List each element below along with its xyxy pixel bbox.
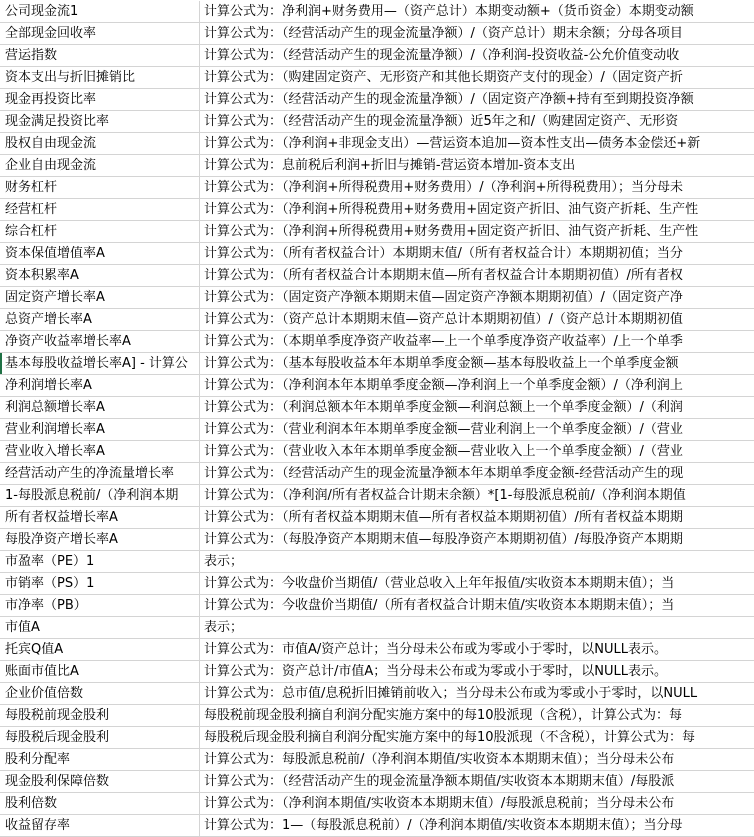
table-row: [0, 771, 754, 793]
indicator-name-cell[interactable]: 市销率（PS）1: [0, 573, 200, 594]
table-row: [0, 595, 754, 617]
formula-cell[interactable]: 计算公式为：（利润总额本年本期单季度金额—利润总额上一个单季度金额）/（利润: [204, 400, 683, 415]
indicator-name-cell[interactable]: 市盈率（PE）1: [0, 551, 200, 572]
indicator-name-cell[interactable]: 财务杠杆: [0, 177, 200, 198]
indicator-name-cell[interactable]: 经营杠杆: [0, 199, 200, 220]
formula-cell[interactable]: 计算公式为：（经营活动产生的现金流量净额）/（资产总计）期末余额；分母各项目: [204, 26, 683, 41]
active-cell-marker: [0, 353, 2, 374]
table-row: [0, 397, 754, 419]
table-row: [0, 551, 754, 573]
indicator-name-cell[interactable]: 总资产增长率A: [0, 309, 200, 330]
indicator-name-cell[interactable]: 每股税前现金股利: [0, 705, 200, 726]
formula-cell[interactable]: 计算公式为：净利润+财务费用—（资产总计）本期变动额+（货币资金）本期变动额: [204, 4, 694, 19]
indicator-name-cell[interactable]: 企业价值倍数: [0, 683, 200, 704]
table-row: [0, 111, 754, 133]
table-row: [0, 199, 754, 221]
formula-cell[interactable]: 计算公式为：（购建固定资产、无形资产和其他长期资产支付的现金）/（固定资产折: [204, 70, 683, 85]
indicator-name-cell[interactable]: 市净率（PB）: [0, 595, 200, 616]
formula-cell[interactable]: 计算公式为：（营业收入本年本期单季度金额—营业收入上一个单季度金额）/（营业: [204, 444, 683, 459]
formula-cell[interactable]: 计算公式为：总市值/息税折旧摊销前收入；当分母未公布或为零或小于零时，以NULL: [204, 686, 698, 701]
table-row: [0, 221, 754, 243]
formula-cell[interactable]: 计算公式为：（净利润+所得税费用+财务费用）/（净利润+所得税费用）；当分母未: [204, 180, 684, 195]
indicator-name-cell[interactable]: 每股净资产增长率A: [0, 529, 200, 550]
formula-cell[interactable]: 计算公式为：（每股净资产本期期末值—每股净资产本期期初值）/每股净资产本期期: [204, 532, 683, 547]
indicator-name-cell[interactable]: 全部现金回收率: [0, 23, 200, 44]
formula-cell[interactable]: 计算公式为：（所有者权益合计本期期末值—所有者权益合计本期期初值）/所有者权: [204, 268, 683, 283]
table-row: [0, 1, 754, 23]
formula-cell[interactable]: 计算公式为：（净利润/所有者权益合计期末余额）*[1-每股派息税前/（净利润本期值: [204, 488, 686, 503]
formula-cell[interactable]: 计算公式为：息前税后利润+折旧与摊销-营运资本增加-资本支出: [204, 158, 576, 173]
indicator-name-cell[interactable]: 1-每股派息税前/（净利润本期: [0, 485, 200, 506]
formula-cell[interactable]: 每股税后现金股利摘自利润分配实施方案中的每10股派现（不含税），计算公式为：每: [204, 730, 696, 745]
indicator-name-cell[interactable]: 账面市值比A: [0, 661, 200, 682]
table-row: [0, 67, 754, 89]
formula-cell[interactable]: 计算公式为：（营业利润本年本期单季度金额—营业利润上一个单季度金额）/（营业: [204, 422, 683, 437]
table-row: [0, 309, 754, 331]
table-row: [0, 573, 754, 595]
table-row: [0, 331, 754, 353]
formula-cell[interactable]: 计算公式为：（固定资产净额本期期末值—固定资产净额本期期初值）/（固定资产净: [204, 290, 683, 305]
indicator-name-cell[interactable]: 股利倍数: [0, 793, 200, 814]
indicator-name-cell[interactable]: 现金再投资比率: [0, 89, 200, 110]
formula-cell[interactable]: 计算公式为：（经营活动产生的现金流量净额）/（固定资产净额+持有至到期投资净额: [204, 92, 694, 107]
table-row: [0, 419, 754, 441]
table-row: [0, 749, 754, 771]
table-row: [0, 133, 754, 155]
indicator-name-cell[interactable]: 股利分配率: [0, 749, 200, 770]
formula-cell[interactable]: 计算公式为：1—（每股派息税前）/（净利润本期值/实收资本本期期末值）；当分母: [204, 818, 683, 833]
formula-cell[interactable]: 计算公式为：市值A/资产总计；当分母未公布或为零或小于零时，以NULL表示。: [204, 642, 667, 657]
indicator-name-cell[interactable]: 利润总额增长率A: [0, 397, 200, 418]
table-row: [0, 727, 754, 749]
table-row: [0, 617, 754, 639]
indicator-name-cell[interactable]: 现金股利保障倍数: [0, 771, 200, 792]
indicator-name-cell[interactable]: 资本积累率A: [0, 265, 200, 286]
indicator-name-cell[interactable]: 固定资产增长率A: [0, 287, 200, 308]
formula-cell[interactable]: 计算公式为：（经营活动产生的现金流量净额本年本期单季度金额-经营活动产生的现: [204, 466, 684, 481]
formula-cell[interactable]: 表示；: [204, 620, 244, 635]
table-row: [0, 441, 754, 463]
table-row: [0, 353, 754, 375]
indicator-name-cell[interactable]: 股权自由现金流: [0, 133, 200, 154]
indicator-name-cell[interactable]: 资本保值增值率A: [0, 243, 200, 264]
table-row: [0, 45, 754, 67]
indicator-name-cell[interactable]: 净资产收益率增长率A: [0, 331, 200, 352]
indicator-name-cell[interactable]: 营运指数: [0, 45, 200, 66]
formula-cell[interactable]: 计算公式为：资产总计/市值A；当分母未公布或为零或小于零时，以NULL表示。: [204, 664, 667, 679]
indicator-name-cell[interactable]: 经营活动产生的净流量增长率: [0, 463, 200, 484]
formula-cell[interactable]: 计算公式为：（本期单季度净资产收益率—上一个单季度净资产收益率）/上一个单季: [204, 334, 683, 349]
indicator-name-cell[interactable]: 现金满足投资比率: [0, 111, 200, 132]
table-row: [0, 23, 754, 45]
formula-cell[interactable]: 计算公式为：今收盘价当期值/（所有者权益合计期末值/实收资本本期期末值）；当: [204, 598, 675, 613]
table-row: [0, 89, 754, 111]
table-row: [0, 683, 754, 705]
formula-cell[interactable]: 计算公式为：（资产总计本期期末值—资产总计本期期初值）/（资产总计本期期初值: [204, 312, 683, 327]
formula-cell[interactable]: 计算公式为：（基本每股收益本年本期单季度金额—基本每股收益上一个单季度金额: [204, 356, 679, 371]
formula-cell[interactable]: 计算公式为：（净利润+所得税费用+财务费用+固定资产折旧、油气资产折耗、生产性: [204, 224, 699, 239]
formula-cell[interactable]: 计算公式为：每股派息税前/（净利润本期值/实收资本本期期末值）；当分母未公布: [204, 752, 675, 767]
indicator-name-cell[interactable]: 净利润增长率A: [0, 375, 200, 396]
indicator-name-cell[interactable]: 基本每股收益增长率A] - 计算公: [0, 353, 200, 374]
table-row: [0, 375, 754, 397]
formula-cell[interactable]: 计算公式为：（经营活动产生的现金流量净额本期值/实收资本本期期末值）/每股派: [204, 774, 675, 789]
formula-cell[interactable]: 计算公式为：（净利润本期值/实收资本本期期末值）/每股派息税前；当分母未公布: [204, 796, 675, 811]
indicator-name-cell[interactable]: 市值A: [0, 617, 200, 638]
table-row: [0, 177, 754, 199]
table-row: [0, 793, 754, 815]
indicator-name-cell[interactable]: 营业利润增长率A: [0, 419, 200, 440]
table-row: [0, 243, 754, 265]
formula-cell[interactable]: 计算公式为：（所有者权益本期期末值—所有者权益本期期初值）/所有者权益本期期: [204, 510, 683, 525]
formula-cell[interactable]: 计算公式为：（净利润+所得税费用+财务费用+固定资产折旧、油气资产折耗、生产性: [204, 202, 699, 217]
formula-cell[interactable]: 计算公式为：（净利润本年本期单季度金额—净利润上一个单季度金额）/（净利润上: [204, 378, 683, 393]
indicator-name-cell[interactable]: 托宾Q值A: [0, 639, 200, 660]
formula-cell[interactable]: 计算公式为：今收盘价当期值/（营业总收入上年年报值/实收资本本期期末值）；当: [204, 576, 675, 591]
formula-cell[interactable]: 表示；: [204, 554, 244, 569]
formula-cell[interactable]: 计算公式为：（经营活动产生的现金流量净额）近5年之和/（购建固定资产、无形资: [204, 114, 679, 129]
table-row: [0, 507, 754, 529]
indicator-name-cell[interactable]: 所有者权益增长率A: [0, 507, 200, 528]
formula-cell[interactable]: 计算公式为：（经营活动产生的现金流量净额）/（净利润-投资收益-公允价值变动收: [204, 48, 680, 63]
table-row: [0, 155, 754, 177]
table-row: [0, 639, 754, 661]
indicator-name-cell[interactable]: 资本支出与折旧摊销比: [0, 67, 200, 88]
table-row: [0, 265, 754, 287]
table-row: [0, 287, 754, 309]
table-row: [0, 485, 754, 507]
indicator-name-cell[interactable]: 公司现金流1: [0, 1, 200, 22]
table-row: [0, 661, 754, 683]
formula-cell[interactable]: 每股税前现金股利摘自利润分配实施方案中的每10股派现（含税），计算公式为：每: [204, 708, 683, 723]
table-row: [0, 463, 754, 485]
indicator-name-cell[interactable]: 每股税后现金股利: [0, 727, 200, 748]
indicator-name-cell[interactable]: 企业自由现金流: [0, 155, 200, 176]
formula-cell[interactable]: 计算公式为：（净利润+非现金支出）—营运资本追加—资本性支出—债务本金偿还+新: [204, 136, 701, 151]
table-row: [0, 815, 754, 837]
table-row: [0, 705, 754, 727]
table-row: [0, 529, 754, 551]
indicator-name-cell[interactable]: 收益留存率: [0, 815, 200, 836]
indicator-name-cell[interactable]: 营业收入增长率A: [0, 441, 200, 462]
formula-cell[interactable]: 计算公式为：（所有者权益合计）本期期末值/（所有者权益合计）本期期初值；当分: [204, 246, 683, 261]
indicator-name-cell[interactable]: 综合杠杆: [0, 221, 200, 242]
